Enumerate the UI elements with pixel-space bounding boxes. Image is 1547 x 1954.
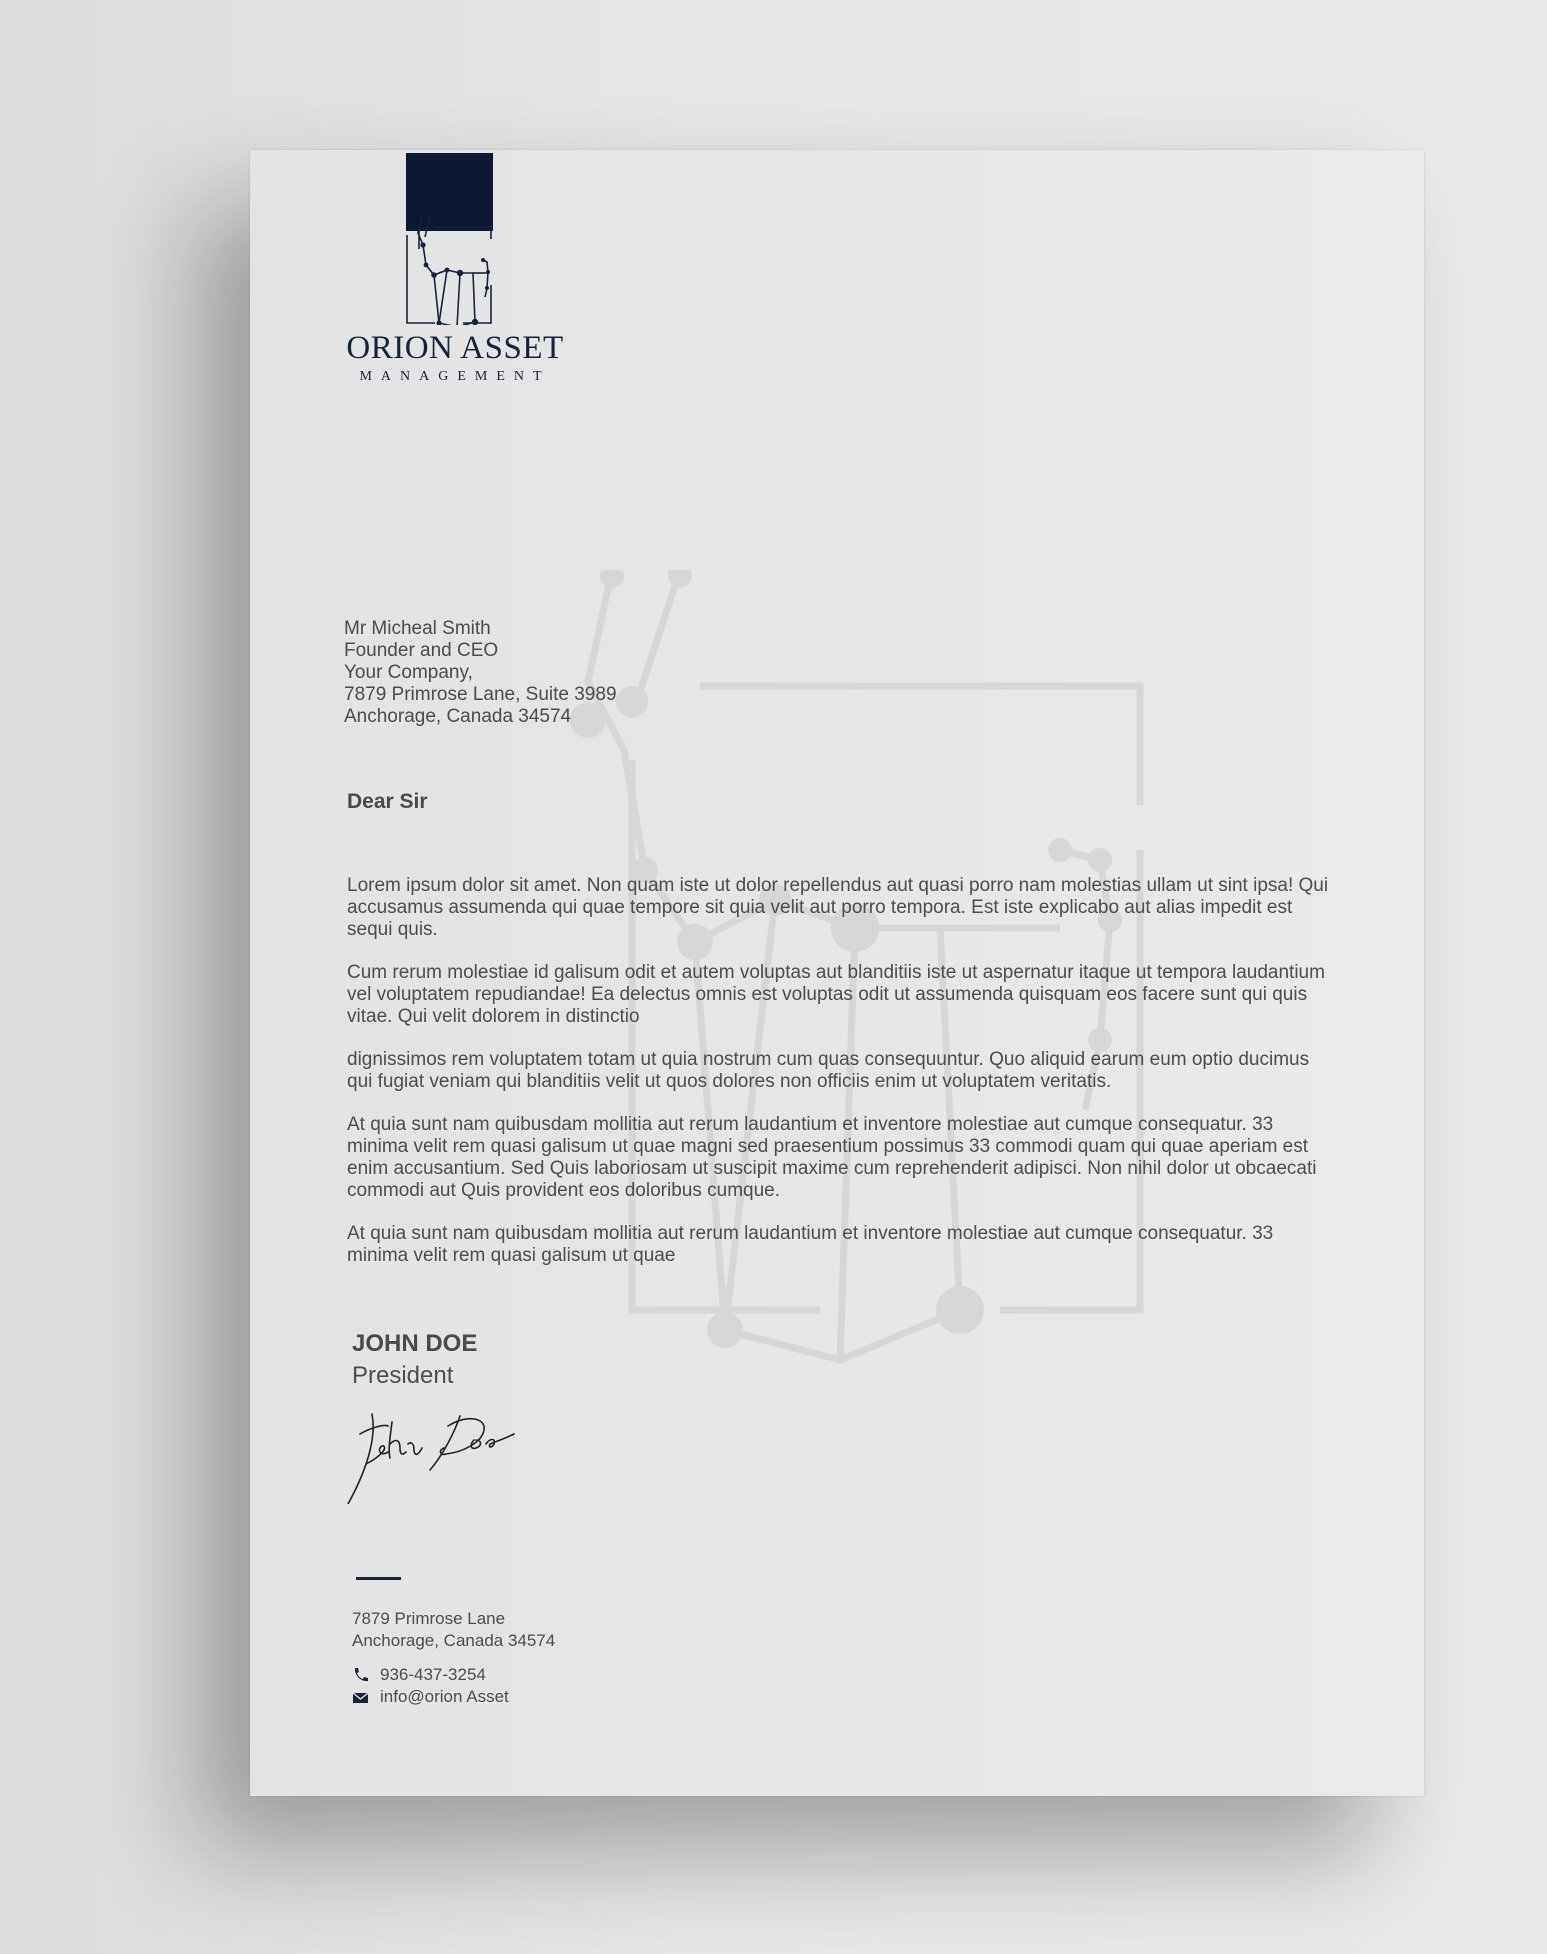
logo-name: ORION ASSET <box>346 330 564 366</box>
body-paragraph: Cum rerum molestiae id galisum odit et autem voluptas aut blanditiis iste ut aspernatur itaque ut tempora laudantium vel voluptatem repudiandae! Ea delectus omnis est voluptas odit ut assumenda quisquam eos facere sunt qui quis vitae. Qui velit dolorem in distinctio <box>347 962 1325 1027</box>
phone-number: 936-437-3254 <box>380 1665 486 1684</box>
footer-address-line: 7879 Primrose Lane <box>352 1609 506 1628</box>
recipient-address <box>344 618 617 728</box>
body-paragraph: Lorem ipsum dolor sit amet. Non quam iste ut dolor repellendus aut quasi porro nam molestias ullam ut sint ipsa! Qui accusamus assumenda qui quae tempore sit quia velit aut porro tempora. Est iste explicabo aut alias impedit est sequi quis. <box>347 875 1329 940</box>
recipient-line: Founder and CEO <box>344 640 499 661</box>
letterhead-page <box>250 150 1424 1796</box>
phone-row <box>352 1664 509 1686</box>
body-paragraph: At quia sunt nam quibusdam mollitia aut rerum laudantium et inventore molestiae aut cumque consequatur. 33 minima velit rem quasi galisum ut quae magni sed praesentium possimus 33 commodi quam qui quae aperiam est enim accusantium. Sed Quis laboriosam ut suscipit maxime cum reprehenderit adipisci. Non nihil dolor ut obcaecati commodi aut Quis provident eos doloribus cumque. <box>347 1114 1317 1201</box>
letter-body <box>347 875 1337 1288</box>
signatory-title: President <box>352 1362 454 1389</box>
handwritten-signature <box>344 1404 544 1504</box>
email-row <box>352 1686 509 1708</box>
footer-contact <box>352 1664 509 1708</box>
body-paragraph: At quia sunt nam quibusdam mollitia aut rerum laudantium et inventore molestiae aut cumque consequatur. 33 minima velit rem quasi galisum ut quae <box>347 1223 1274 1266</box>
footer-address-line: Anchorage, Canada 34574 <box>352 1631 556 1650</box>
email-address: info@orion Asset <box>380 1687 509 1706</box>
logo-subtitle: MANAGEMENT <box>359 369 551 384</box>
recipient-line: Your Company, <box>344 662 473 683</box>
footer-address <box>352 1608 555 1652</box>
recipient-line: Mr Micheal Smith <box>344 618 491 639</box>
orion-constellation-icon <box>405 215 495 325</box>
phone-icon <box>352 1667 370 1683</box>
company-logo <box>335 150 575 390</box>
recipient-line: 7879 Primrose Lane, Suite 3989 <box>344 684 617 705</box>
envelope-icon <box>352 1689 370 1705</box>
recipient-line: Anchorage, Canada 34574 <box>344 706 572 727</box>
salutation: Dear Sir <box>347 790 428 813</box>
signatory-name: JOHN DOE <box>352 1330 478 1357</box>
body-paragraph: dignissimos rem voluptatem totam ut quia nostrum cum quas consequuntur. Quo aliquid earum eum optio ducimus qui fugiat veniam qui blanditiis velit ut quos dolores non officiis enim ut voluptatem veritatis. <box>347 1049 1310 1092</box>
divider <box>356 1577 401 1580</box>
